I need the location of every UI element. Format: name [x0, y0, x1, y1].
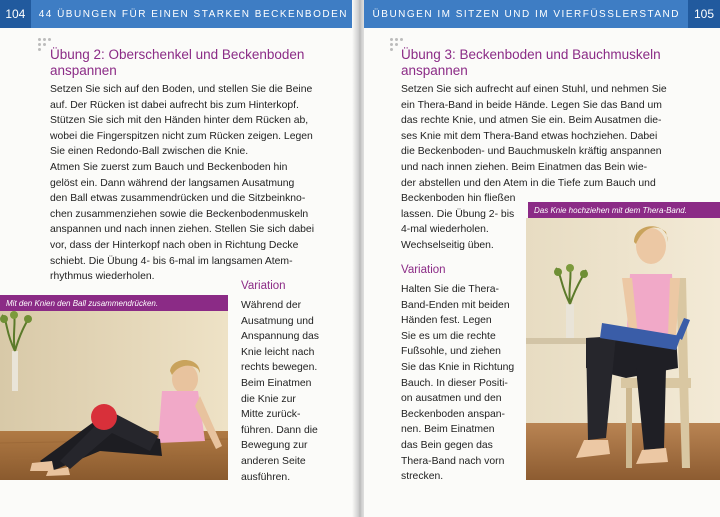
photo-woman-seated-with-ball	[0, 311, 228, 480]
right-running-header	[364, 0, 720, 28]
left-running-header	[0, 0, 356, 28]
variation-heading-left: Variation	[241, 280, 286, 292]
variation-heading-right: Variation	[401, 264, 446, 276]
running-head-left: 44 ÜBUNGEN FÜR EINEN STARKEN BECKENBODEN	[38, 8, 348, 20]
photo-caption-left: Mit den Knien den Ball zusammendrücken.	[0, 295, 228, 311]
variation-text-left: Während der Ausatmung und Anspannung das Knie leicht nach rechts bewegen. Beim Einatmen die Knie zur Mitte zurück- führen. Dann die Bewegung zur anderen Seite ausführen.	[241, 300, 319, 483]
exercise-2-title: Übung 2: Oberschenkel und Beckenboden anspannen	[50, 47, 305, 78]
photo-caption-right: Das Knie hochziehen mit dem Thera-Band.	[528, 202, 720, 218]
exercise-2-body: Setzen Sie sich auf den Boden, und stellen Sie die Beine auf. Der Rücken ist dabei aufrecht bis zum Hinterkopf. Stützen Sie sich mit den Händen hinter dem Rücken ab, wobei die Fingerspitzen nicht zum Rücken zeigen. Legen Sie einen Redondo-Ball zwischen die Knie. Atmen Sie zuerst zum Bauch und Beckenboden hin gelöst ein. Dann während der langsamen Ausatmung den Ball etwas zusammendrücken und die Sitzbeinkno- chen zusammenziehen sowie die Beckenbodenmuskeln anspannen und nach innen ziehen. Stellen Sie sich dabei vor, dass der Hinterkopf nach oben in Richtung Decke schiebt. Die Übung 4- bis 6-mal im langsamen Atem- rhythmus wiederholen.	[50, 84, 315, 283]
left-page	[0, 0, 356, 517]
exercise-3-title: Übung 3: Beckenboden und Bauchmuskeln anspannen	[401, 47, 661, 78]
running-head-right: ÜBUNGEN IM SITZEN UND IM VIERFÜSSLERSTAND	[372, 8, 680, 20]
variation-text-right: Halten Sie die Thera- Band-Enden mit beiden Händen fest. Legen Sie es um die rechte Fußsohle, und ziehen Sie das Knie in Richtung Bauch. In dieser Positi- on ausatmen und den Beckenboden anspan- nen. Beim Einatmen das Bein gegen das Thera-Band nach vorn strecken.	[401, 284, 515, 483]
photo-woman-on-chair-with-band	[526, 218, 720, 480]
exercise-3-body: Setzen Sie sich aufrecht auf einen Stuhl, und nehmen Sie ein Thera-Band in beide Hände. Legen Sie das Band um das rechte Knie, und atmen Sie ein. Beim Ausatmen die- ses Knie mit dem Thera-Band etwas hochziehen. Dabei die Beckenboden- und Bauchmuskeln kräftig anspannen und nach innen ziehen. Beim Einatmen das Bein wie- der abstellen und den Atem in die Tiefe zum Bauch und Beckenboden hin fließen lassen. Die Übung 2- bis 4-mal wiederholen. Wechselseitig üben.	[401, 84, 667, 251]
page-number-right: 105	[688, 0, 720, 28]
page-number-left: 104	[0, 0, 31, 28]
right-page	[364, 0, 720, 517]
